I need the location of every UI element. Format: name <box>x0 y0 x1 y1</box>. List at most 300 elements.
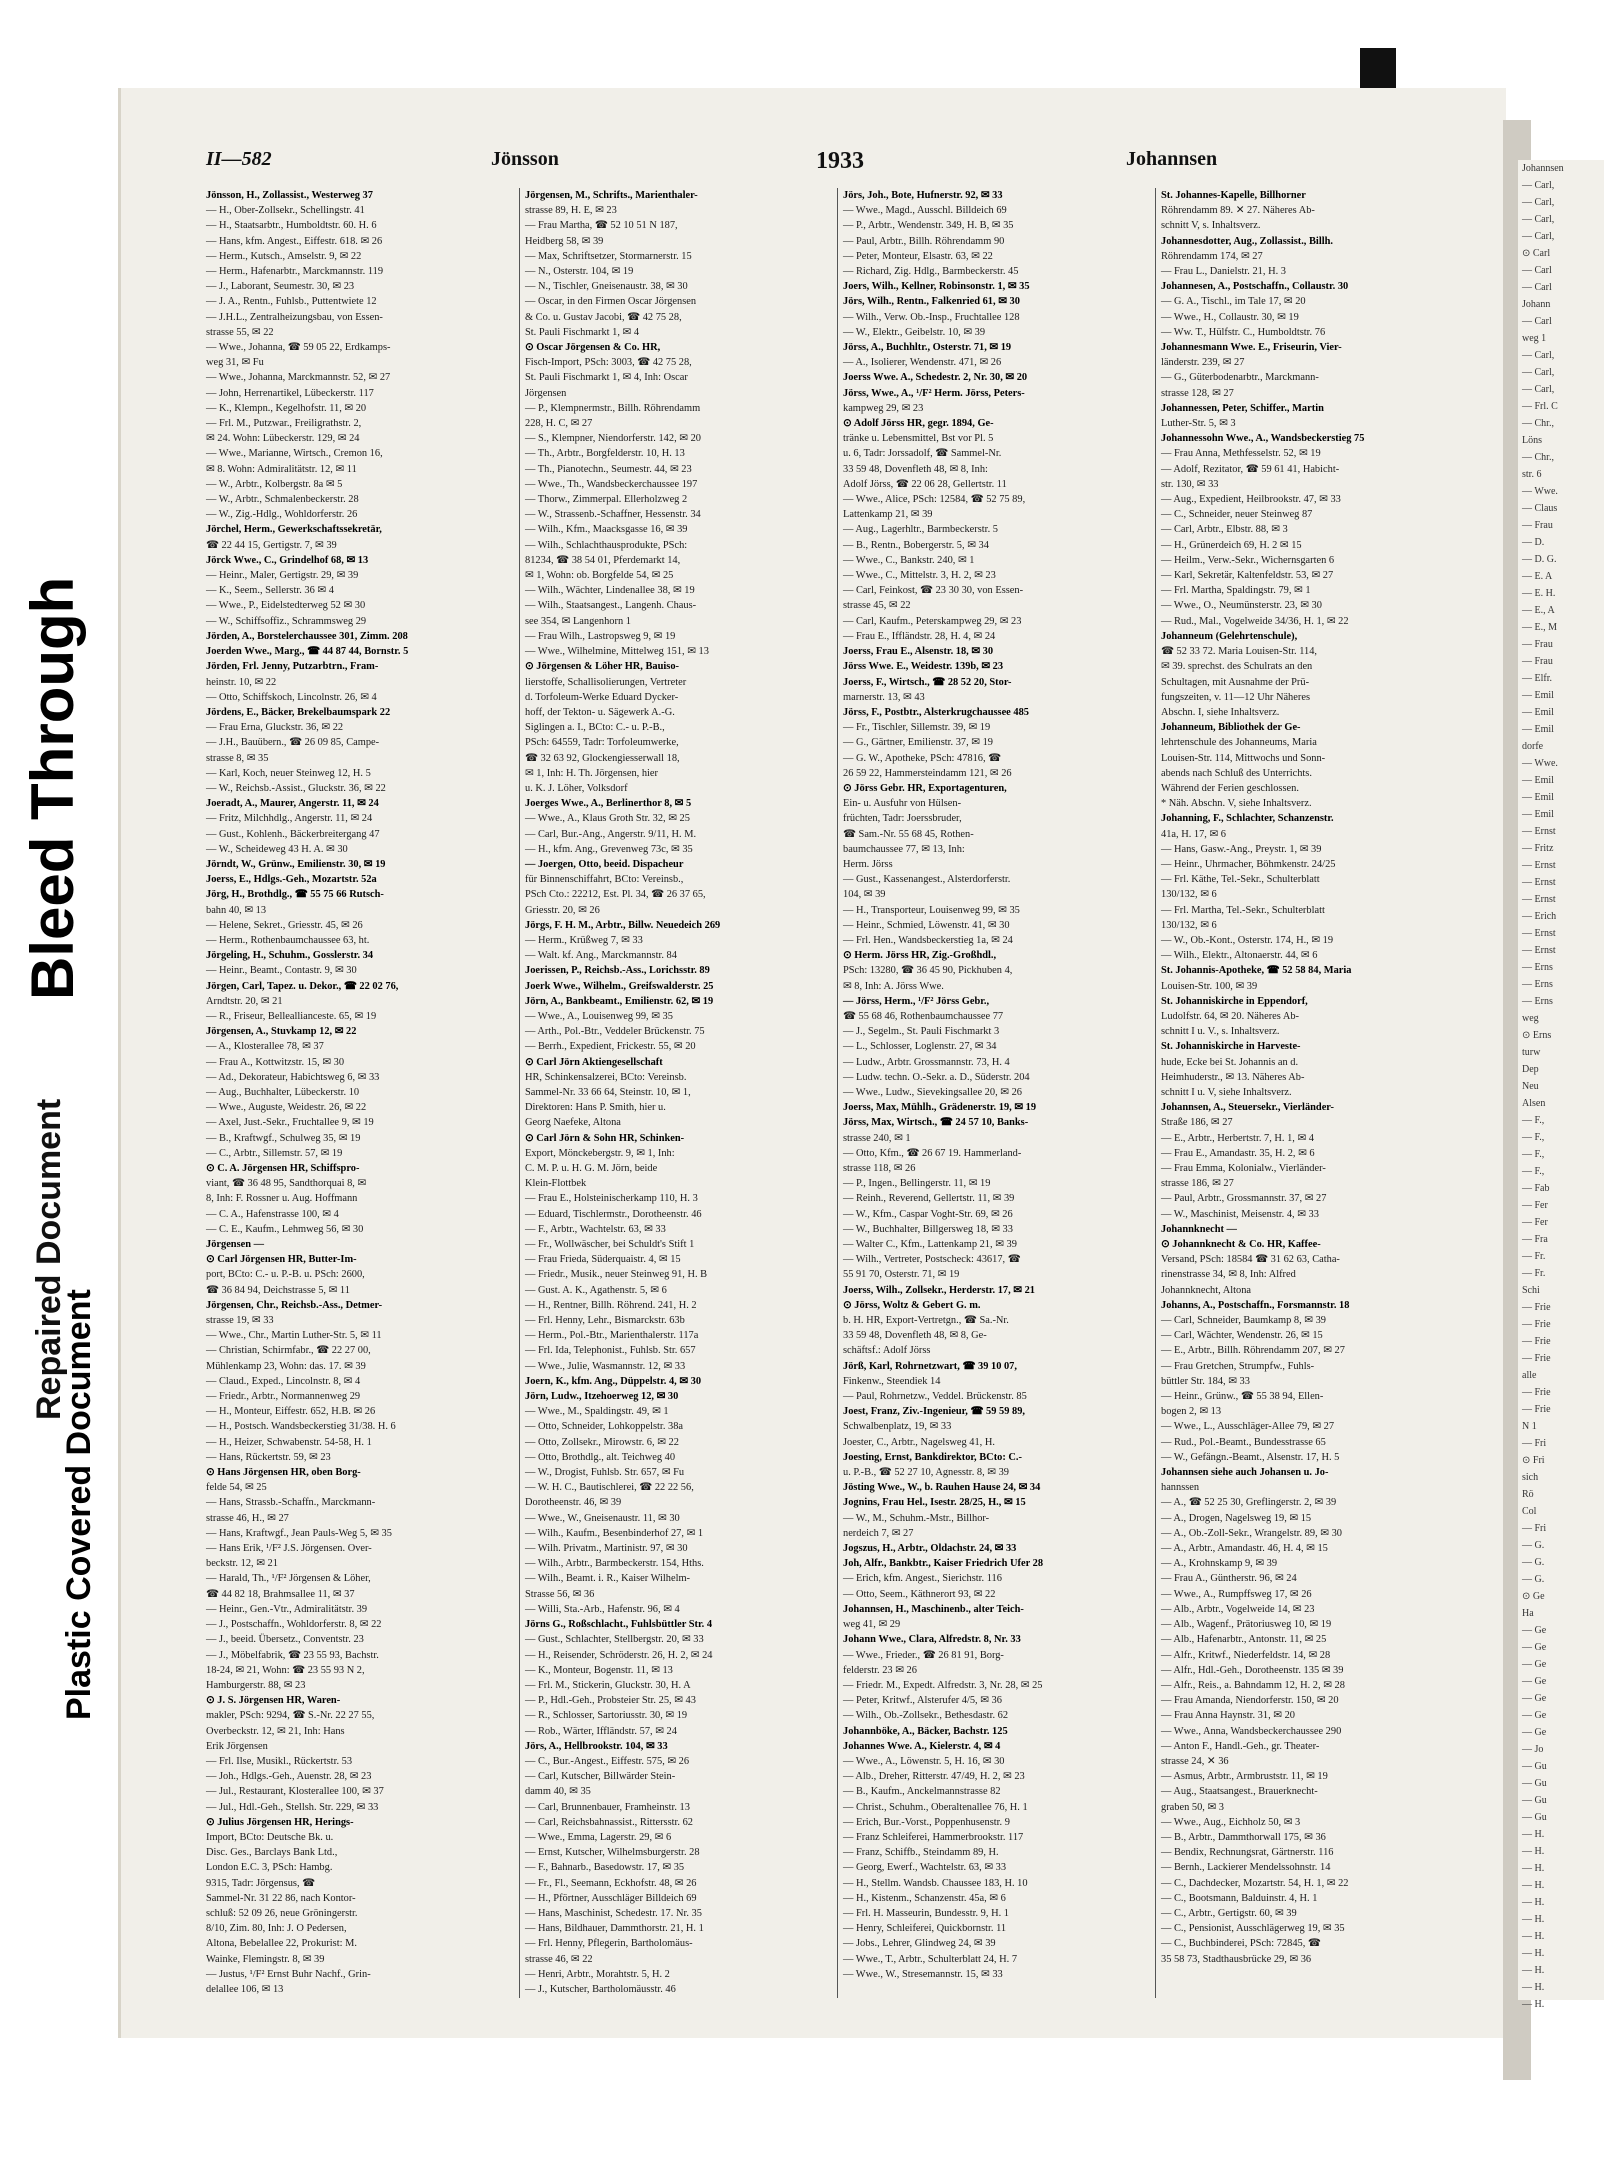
directory-entry: strasse 46, ✉ 22 <box>525 1953 593 1965</box>
directory-entry: — Frau Wilh., Lastropsweg 9, ✉ 19 <box>525 630 676 642</box>
directory-entry: — W., Buchhalter, Billgersweg 18, ✉ 33 <box>843 1223 1013 1235</box>
directory-entry: — Frl. Martha, Spaldingstr. 79, ✉ 1 <box>1161 585 1311 597</box>
directory-entry: Sammel-Nr. 33 66 64, Steinstr. 10, ✉ 1, <box>525 1086 691 1098</box>
directory-entry: Jösting Wwe., W., b. Rauhen Hause 24, ✉ 34 <box>843 1482 1041 1494</box>
directory-entry: — Walt. kf. Ang., Marckmannstr. 84 <box>525 950 677 962</box>
directory-entry: länderstr. 239, ✉ 27 <box>1161 357 1245 369</box>
directory-entry: — Arth., Pol.-Btr., Veddeler Brückenstr. 75 <box>525 1026 705 1038</box>
directory-entry: — Heinr., Maler, Gertigstr. 29, ✉ 39 <box>206 570 359 582</box>
directory-entry: — Otto, Schneider, Lohkoppelstr. 38a <box>525 1421 684 1433</box>
directory-entry: — Frl. Ida, Telephonist., Fuhlsb. Str. 657 <box>525 1345 696 1357</box>
facing-page-line: — Carl, <box>1522 197 1555 208</box>
directory-entry: ☎ Sam.-Nr. 55 68 45, Rothen- <box>843 828 974 840</box>
facing-page-line: — Ge <box>1522 1693 1547 1704</box>
directory-column-2 <box>525 188 825 1998</box>
facing-page-line: — Frau <box>1522 656 1553 667</box>
facing-page-line: — Ernst <box>1522 928 1556 939</box>
directory-entry: PSch Cto.: 22212, Est. Pl. 34, ☎ 26 37 65, <box>525 889 706 901</box>
directory-entry: — W. H. C., Bautischlerei, ☎ 22 22 56, <box>525 1482 694 1494</box>
facing-page-line: Schi <box>1522 1285 1540 1296</box>
directory-entry: — Erich, Bur.-Vorst., Poppenhusenstr. 9 <box>843 1816 1010 1828</box>
directory-entry: — K., Monteur, Bogenstr. 11, ✉ 13 <box>525 1664 673 1676</box>
directory-entry: Jognins, Frau Hel., Isestr. 28/25, H., ✉ 15 <box>843 1497 1026 1509</box>
directory-entry: — C., Arbtr., Sillemstr. 57, ✉ 19 <box>206 1147 343 1159</box>
directory-entry: Dorotheenstr. 46, ✉ 39 <box>525 1497 622 1509</box>
directory-entry: lierstoffe, Schallisolierungen, Vertreter <box>525 676 687 688</box>
facing-page-line: — H. <box>1522 1914 1545 1925</box>
directory-entry: Jörn, A., Bankbeamt., Emilienstr. 62, ✉ 19 <box>525 995 714 1007</box>
facing-page-line: — Elfr. <box>1522 673 1552 684</box>
directory-entry: — Paul, Arbtr., Grossmannstr. 37, ✉ 27 <box>1161 1193 1327 1205</box>
directory-entry: * Näh. Abschn. V, siehe Inhaltsverz. <box>1161 798 1312 810</box>
directory-entry: Jörss, A., Buchhltr., Osterstr. 71, ✉ 19 <box>843 342 1012 354</box>
directory-entry: — Hans, Gasw.-Ang., Preystr. 1, ✉ 39 <box>1161 843 1322 855</box>
directory-entry: ⊙ Johannknecht & Co. HR, Kaffee- <box>1161 1239 1321 1251</box>
plastic-covered-label: Plastic Covered Document <box>60 1289 98 1720</box>
directory-entry: — Ad., Dekorateur, Habichtsweg 6, ✉ 33 <box>206 1071 380 1083</box>
directory-entry: — K., Seem., Sellerstr. 36 ✉ 4 <box>206 585 334 597</box>
directory-entry: — Franz, Schiffb., Steindamm 89, H. <box>843 1847 999 1859</box>
directory-entry: — Peter, Kritwf., Alsterufer 4/5, ✉ 36 <box>843 1695 1002 1707</box>
directory-entry: St. Johannes-Kapelle, Billhorner <box>1161 190 1306 201</box>
facing-page-line: — H. <box>1522 1982 1545 1993</box>
directory-entry: schäftsf.: Adolf Jörss <box>843 1345 931 1357</box>
directory-entry: St. Pauli Fischmarkt 1, ✉ 4, Inh: Oscar <box>525 372 688 384</box>
directory-entry: Joesting, Ernst, Bankdirektor, BCto: C.- <box>843 1451 1022 1463</box>
directory-entry: Joest, Franz, Ziv.-Ingenieur, ☎ 59 59 89, <box>843 1406 1025 1418</box>
directory-entry: — G., Güterbodenarbtr., Marckmann- <box>1161 372 1319 384</box>
directory-entry: — Paul, Arbtr., Billh. Röhrendamm 90 <box>843 235 1005 247</box>
directory-entry: — J., Laborant, Seumestr. 30, ✉ 23 <box>206 281 355 293</box>
directory-entry: — W., Scheideweg 43 H. A. ✉ 30 <box>206 843 348 855</box>
directory-entry: 33 59 48, Dovenfleth 48, ✉ 8, Ge- <box>843 1330 987 1342</box>
facing-page-line: — E. A <box>1522 571 1553 582</box>
directory-entry: Jörn, Ludw., Itzehoerweg 12, ✉ 30 <box>525 1391 679 1403</box>
directory-entry: ⊙ C. A. Jörgensen HR, Schiffspro- <box>206 1163 360 1174</box>
facing-page-line: — Ge <box>1522 1625 1547 1636</box>
directory-entry: — C., Arbtr., Gertigstr. 60, ✉ 39 <box>1161 1907 1297 1919</box>
directory-entry: — H., Transporteur, Louisenweg 99, ✉ 35 <box>843 904 1020 916</box>
directory-entry: — Frl. Henny, Pflegerin, Bartholomäus- <box>525 1938 693 1950</box>
facing-page-line: — Ernst <box>1522 894 1556 905</box>
directory-entry: strasse 240, ✉ 1 <box>843 1132 911 1144</box>
directory-entry: ⊙ Carl Jörn & Sohn HR, Schinken- <box>525 1132 685 1144</box>
directory-entry: — Alb., Dreher, Ritterstr. 47/49, H. 2, ✉ 23 <box>843 1771 1025 1783</box>
directory-entry: — P., Arbtr., Wendenstr. 349, H. B, ✉ 35 <box>843 220 1014 232</box>
directory-entry: Herm. Jörss <box>843 858 893 870</box>
directory-entry: — Bernh., Lackierer Mendelssohnstr. 14 <box>1161 1862 1331 1874</box>
directory-entry: — Wwe., Anna, Wandsbeckerchaussee 290 <box>1161 1725 1342 1737</box>
directory-entry: — Frau Erna, Gluckstr. 36, ✉ 22 <box>206 722 344 734</box>
directory-entry: Jörß, Karl, Rohrnetzwart, ☎ 39 10 07, <box>843 1360 1017 1372</box>
directory-entry: — Rob., Wärter, Iffländstr. 57, ✉ 24 <box>525 1725 677 1737</box>
directory-entry: früchten, Tadr: Joerssbruder, <box>843 813 962 825</box>
directory-entry: — C. E., Kaufm., Lehmweg 56, ✉ 30 <box>206 1223 364 1235</box>
facing-page-line: ⊙ Fri <box>1522 1455 1545 1466</box>
directory-entry: — Frl. H. Masseurin, Bundesstr. 9, H. 1 <box>843 1907 1009 1919</box>
directory-entry: 104, ✉ 39 <box>843 889 886 901</box>
directory-column-4 <box>1161 188 1461 1998</box>
directory-entry: schnitt I u. V, siehe Inhaltsverz. <box>1161 1086 1292 1098</box>
directory-entry: ⊙ Hans Jörgensen HR, oben Borg- <box>206 1467 361 1479</box>
directory-entry: — Herm., Kutsch., Amselstr. 9, ✉ 22 <box>206 250 362 262</box>
directory-entry: schnitt I u. V., s. Inhaltsverz. <box>1161 1026 1280 1038</box>
directory-entry: Schultagen, mit Ausnahme der Prü- <box>1161 676 1310 688</box>
facing-page-line: — Carl <box>1522 316 1552 327</box>
directory-entry: Joerissen, P., Reichsb.-Ass., Lorichsstr. 89 <box>525 965 710 977</box>
directory-entry: — B., Kaufm., Anckelmannstrasse 82 <box>843 1786 1001 1798</box>
directory-entry: — W., Ob.-Kont., Osterstr. 174, H., ✉ 19 <box>1161 934 1334 946</box>
directory-entry: — Oscar, in den Firmen Oscar Jörgensen <box>525 296 697 308</box>
directory-entry: Jörns G., Roßschlacht., Fuhlsbüttler Str. 4 <box>525 1619 713 1631</box>
directory-entry: u. P.-B., ☎ 52 27 10, Agnesstr. 8, ✉ 39 <box>843 1467 1009 1479</box>
directory-entry: Jörndt, W., Grünw., Emilienstr. 30, ✉ 19 <box>206 858 386 870</box>
directory-entry: Fisch-Import, PSch: 3003, ☎ 42 75 28, <box>525 357 692 369</box>
directory-entry: strasse 186, ✉ 27 <box>1161 1178 1234 1190</box>
facing-page-line: str. 6 <box>1522 469 1542 480</box>
directory-entry: Johannesdotter, Aug., Zollassist., Billh. <box>1161 235 1333 247</box>
directory-entry: — A., Isolierer, Wendenstr. 471, ✉ 26 <box>843 357 1002 369</box>
facing-page-line: — F., <box>1522 1166 1545 1177</box>
directory-entry: — Wilh., Kfm., Maacksgasse 16, ✉ 39 <box>525 524 688 536</box>
directory-entry: — Wwe., W., Stresemannstr. 15, ✉ 33 <box>843 1968 1003 1980</box>
directory-entry: — Heinr., Beamt., Contastr. 9, ✉ 30 <box>206 965 357 977</box>
directory-entry: — J., Segelm., St. Pauli Fischmarkt 3 <box>843 1026 1000 1038</box>
directory-entry: — Wwe., Alice, PSch: 12584, ☎ 52 75 89, <box>843 494 1026 506</box>
facing-page-line: Dep <box>1522 1064 1539 1075</box>
directory-entry: schluß: 52 09 26, neue Gröningerstr. <box>206 1907 358 1919</box>
facing-page-line: — Fri <box>1522 1438 1547 1449</box>
directory-entry: ⊙ J. S. Jörgensen HR, Waren- <box>206 1695 341 1707</box>
directory-column-1 <box>206 188 506 1998</box>
directory-entry: — Gust. A. K., Agathenstr. 5, ✉ 6 <box>525 1284 667 1296</box>
facing-page-line: — Chr., <box>1522 452 1554 463</box>
directory-entry: Johannsen, H., Maschinenb., alter Teich- <box>843 1603 1024 1615</box>
directory-entry: — B., Arbtr., Dammthorwall 175, ✉ 36 <box>1161 1831 1326 1843</box>
directory-entry: — Alb., Hafenarbtr., Antonstr. 11, ✉ 25 <box>1161 1634 1327 1646</box>
directory-entry: — Fr., Wollwäscher, bei Schuldt's Stift 1 <box>525 1239 695 1251</box>
directory-entry: — Carl, Arbtr., Elbstr. 88, ✉ 3 <box>1161 524 1288 536</box>
facing-page-line: — D. G. <box>1522 554 1557 565</box>
directory-entry: Abschn. I, siehe Inhaltsverz. <box>1161 706 1280 718</box>
directory-entry: — A., Arbtr., Amandastr. 46, H. 4, ✉ 15 <box>1161 1543 1328 1555</box>
directory-entry: — A., Ob.-Zoll-Sekr., Wrangelstr. 89, ✉ 30 <box>1161 1527 1342 1539</box>
facing-page-line: ⊙ Erns <box>1522 1030 1552 1041</box>
facing-page-line: — Gu <box>1522 1795 1547 1806</box>
directory-entry: ⊙ Carl Jörn Aktiengesellschaft <box>525 1056 663 1068</box>
directory-entry: ✉ 8, Inh: A. Jörss Wwe. <box>843 980 944 992</box>
directory-entry: strasse 55, ✉ 22 <box>206 326 274 338</box>
directory-entry: strasse 45, ✉ 22 <box>843 600 911 612</box>
directory-entry: — Wwe., Julie, Wasmannstr. 12, ✉ 33 <box>525 1360 686 1372</box>
directory-entry: — Otto, Kfm., ☎ 26 67 19. Hammerland- <box>843 1147 1022 1159</box>
directory-entry: — Berrh., Expedient, Frickestr. 55, ✉ 20 <box>525 1041 696 1053</box>
directory-entry: felde 54, ✉ 25 <box>206 1482 267 1494</box>
directory-entry: Johanns, A., Postschaffn., Forsmannstr. 18 <box>1161 1299 1350 1311</box>
facing-page-line: — Ernst <box>1522 860 1556 871</box>
facing-page-line: Johann <box>1522 299 1551 310</box>
directory-entry: — Frl. Ilse, Musikl., Rückertstr. 53 <box>206 1755 353 1767</box>
directory-entry: — Fr., Tischler, Sillemstr. 39, ✉ 19 <box>843 722 991 734</box>
directory-entry: — Wwe., A., Louisenweg 99, ✉ 35 <box>525 1010 673 1022</box>
facing-page-line: — Carl <box>1522 265 1552 276</box>
facing-page-line: — Gu <box>1522 1778 1547 1789</box>
directory-entry: ✉ 8. Wohn: Admiralitätstr. 12, ✉ 11 <box>206 463 357 475</box>
directory-entry: — Karl, Koch, neuer Steinweg 12, H. 5 <box>206 767 371 779</box>
facing-page-line: — Carl <box>1522 282 1552 293</box>
directory-entry: — Aug., Lagerhltr., Barmbeckerstr. 5 <box>843 524 998 536</box>
directory-entry: — Frl. Hen., Wandsbeckerstieg 1a, ✉ 24 <box>843 934 1013 946</box>
directory-entry: ⊙ Oscar Jörgensen & Co. HR, <box>525 342 661 354</box>
facing-page-line: — F., <box>1522 1132 1545 1143</box>
directory-entry: — Wwe., L., Ausschläger-Allee 79, ✉ 27 <box>1161 1421 1335 1433</box>
directory-entry: 8, Inh: F. Rossner u. Aug. Hoffmann <box>206 1193 358 1205</box>
directory-entry: Johannessohn Wwe., A., Wandsbeckerstieg 75 <box>1161 433 1365 445</box>
directory-entry: heinstr. 10, ✉ 22 <box>206 676 277 688</box>
directory-entry: — Hans, Bildhauer, Dammthorstr. 21, H. 1 <box>525 1923 704 1935</box>
directory-entry: — Wilh., Vertreter, Postscheck: 43617, ☎ <box>843 1254 1021 1266</box>
directory-entry: weg 41, ✉ 29 <box>843 1619 901 1631</box>
facing-page-line: — Erns <box>1522 979 1553 990</box>
directory-entry: — Jul., Restaurant, Klosterallee 100, ✉ 37 <box>206 1786 384 1798</box>
directory-entry: — H., Staatsarbtr., Humboldtstr. 60. H. 6 <box>206 220 377 232</box>
directory-entry: — Wwe., Ludw., Sievekingsallee 20, ✉ 26 <box>843 1086 1022 1098</box>
directory-entry: Siglingen a. I., BCto: C.- u. P.-B., <box>525 722 665 734</box>
directory-entry: Johanneum (Gelehrtenschule), <box>1161 630 1298 642</box>
facing-page-fragment <box>1518 160 1604 2010</box>
directory-entry: — Gust., Schlachter, Stellbergstr. 20, ✉ 33 <box>525 1634 704 1646</box>
directory-entry: — Fr., Fl., Seemann, Eckhofstr. 48, ✉ 26 <box>525 1877 697 1889</box>
directory-entry: ⊙ Herm. Jörss HR, Zig.-Großhdl., <box>843 950 997 962</box>
directory-page <box>118 88 1506 2038</box>
directory-entry: — Friedr. M., Expedt. Alfredstr. 3, Nr. 28, ✉ 25 <box>843 1679 1043 1691</box>
directory-entry: Adolf Jörss, ☎ 22 06 28, Gellertstr. 11 <box>843 478 1007 490</box>
directory-entry: Sammel-Nr. 31 22 86, nach Kontor- <box>206 1892 356 1904</box>
directory-entry: — G. A., Tischl., im Tale 17, ✉ 20 <box>1161 296 1306 308</box>
directory-entry: Wainke, Flemingstr. 8, ✉ 39 <box>206 1953 325 1965</box>
directory-entry: — W., Gefängn.-Beamt., Alsenstr. 17, H. 5 <box>1161 1451 1340 1463</box>
facing-page-line: — H. <box>1522 1999 1545 2010</box>
directory-entry: — N., Tischler, Gneisenaustr. 38, ✉ 30 <box>525 281 688 293</box>
directory-entry: — Axel, Just.-Sekr., Fruchtallee 9, ✉ 19 <box>206 1117 374 1129</box>
directory-entry: — Carl, Brunnenbauer, Framheinstr. 13 <box>525 1801 690 1813</box>
directory-entry: — Claud., Exped., Lincolnstr. 8, ✉ 4 <box>206 1375 361 1387</box>
directory-entry: — Wwe., Johanna, Marckmannstr. 52, ✉ 27 <box>206 372 391 384</box>
directory-entry: — Carl, Reichsbahnassist., Rittersstr. 62 <box>525 1816 693 1828</box>
directory-entry: Disc. Ges., Barclays Bank Ltd., <box>206 1847 338 1859</box>
directory-entry: — Wilh., Staatsangest., Langenh. Chaus- <box>525 600 697 612</box>
facing-page-line: — Emil <box>1522 724 1554 735</box>
directory-entry: — Aug., Expedient, Heilbrookstr. 47, ✉ 33 <box>1161 494 1341 506</box>
directory-entry: — Wwe., C., Bankstr. 240, ✉ 1 <box>843 554 975 566</box>
directory-entry: — Heinr., Gen.-Vtr., Admiralitätstr. 39 <box>206 1603 368 1615</box>
directory-entry: — F., Arbtr., Wachtelstr. 63, ✉ 33 <box>525 1223 666 1235</box>
facing-page-line: — Ernst <box>1522 877 1556 888</box>
directory-entry: Joeradt, A., Maurer, Angerstr. 11, ✉ 24 <box>206 798 379 810</box>
directory-entry: — Friedr., Arbtr., Normannenweg 29 <box>206 1391 361 1403</box>
facing-page-line: — Gu <box>1522 1812 1547 1823</box>
directory-entry: — Joh., Hdlgs.-Geh., Auenstr. 28, ✉ 23 <box>206 1771 372 1783</box>
directory-entry: — Frau E., Holsteinischerkamp 110, H. 3 <box>525 1193 698 1205</box>
directory-entry: — Hans, kfm. Angest., Eiffestr. 618. ✉ 26 <box>206 235 383 247</box>
directory-entry: — Wilh., Beamt. i. R., Kaiser Wilhelm- <box>525 1573 691 1585</box>
column-divider <box>519 188 520 1998</box>
directory-entry: strasse 89, H. E, ✉ 23 <box>525 205 617 217</box>
facing-page-line: — Emil <box>1522 809 1554 820</box>
last-entry-word: Johannsen <box>1126 148 1218 170</box>
directory-entry: — H., Kistenm., Schanzenstr. 45a, ✉ 6 <box>843 1892 1006 1904</box>
directory-entry: Jörgensen <box>525 387 567 399</box>
directory-entry: — Frl. M., Stickerin, Gluckstr. 30, H. A <box>525 1679 691 1691</box>
directory-entry: Heidberg 58, ✉ 39 <box>525 235 604 247</box>
directory-entry: — Frau E., Amandastr. 35, H. 2, ✉ 6 <box>1161 1147 1315 1159</box>
directory-entry: — Carl, Wächter, Wendenstr. 26, ✉ 15 <box>1161 1330 1323 1342</box>
directory-entry: — Wwe., H., Collaustr. 30, ✉ 19 <box>1161 311 1299 323</box>
facing-page-line: — Emil <box>1522 775 1554 786</box>
facing-page-line: — Ernst <box>1522 945 1556 956</box>
directory-entry: — Alb., Wagenf., Prätoriusweg 10, ✉ 19 <box>1161 1619 1332 1631</box>
directory-entry: Jörg, H., Brothdlg., ☎ 55 75 66 Rutsch- <box>206 889 384 901</box>
directory-entry: — Otto, Zollsekr., Mirowstr. 6, ✉ 22 <box>525 1436 679 1448</box>
facing-page-line: sich <box>1522 1472 1539 1483</box>
directory-entry: — C., Pensionist, Ausschlägerweg 19, ✉ 35 <box>1161 1923 1345 1935</box>
directory-entry: Versand, PSch: 18584 ☎ 31 62 63, Catha- <box>1161 1254 1340 1266</box>
facing-page-line: — H. <box>1522 1965 1545 1976</box>
facing-page-line: — Fer <box>1522 1217 1548 1228</box>
directory-entry: — W., Drogist, Fuhlsb. Str. 657, ✉ Fu <box>525 1467 685 1479</box>
facing-page-line: — Frau <box>1522 520 1553 531</box>
directory-entry: — Herm., Rothenbaumchaussee 63, ht. <box>206 934 370 946</box>
directory-entry: — Hans Erik, ¹/F² J.S. Jörgensen. Over- <box>206 1543 372 1555</box>
directory-entry: hannssen <box>1161 1482 1200 1494</box>
directory-entry: Direktoren: Hans P. Smith, hier u. <box>525 1102 666 1114</box>
directory-entry: — Gust., Kassenangest., Alsterdorferstr. <box>843 874 1011 886</box>
facing-page-line: — Fer <box>1522 1200 1548 1211</box>
facing-page-line: — Carl, <box>1522 180 1555 191</box>
directory-entry: — S., Klempner, Niendorferstr. 142, ✉ 20 <box>525 433 701 445</box>
directory-entry: Louisen-Str. 100, ✉ 39 <box>1161 980 1258 992</box>
directory-entry: — Wilh., Elektr., Altonaerstr. 44, ✉ 6 <box>1161 950 1318 962</box>
facing-page-line: Johannsen <box>1522 163 1564 174</box>
directory-entry: — J. A., Rentn., Fuhlsb., Puttentwiete 12 <box>206 296 377 308</box>
directory-entry: — Ww. T., Hülfstr. C., Humboldtstr. 76 <box>1161 326 1326 338</box>
directory-entry: — Asmus, Arbtr., Armbruststr. 11, ✉ 19 <box>1161 1771 1328 1783</box>
directory-entry: — G., Gärtner, Emilienstr. 37, ✉ 19 <box>843 737 993 749</box>
directory-entry: — H., Grünerdeich 69, H. 2 ✉ 15 <box>1161 539 1302 551</box>
directory-entry: — Frau Anna Haynstr. 31, ✉ 20 <box>1161 1710 1295 1722</box>
directory-entry: kampweg 29, ✉ 23 <box>843 402 924 414</box>
directory-entry: Jörgen, Carl, Tapez. u. Dekor., ☎ 22 02 76, <box>206 980 399 992</box>
facing-page-line: — H. <box>1522 1931 1545 1942</box>
directory-entry: Altona, Bebelallee 22, Prokurist: M. <box>206 1938 357 1950</box>
directory-entry: — Reinh., Reverend, Gellertstr. 11, ✉ 39 <box>843 1193 1015 1205</box>
facing-page-line: — H. <box>1522 1829 1545 1840</box>
directory-entry: — Thorw., Zimmerpal. Ellerholzweg 2 <box>525 494 688 506</box>
page-folio: II—582 <box>206 148 272 170</box>
directory-entry: 130/132, ✉ 6 <box>1161 919 1217 931</box>
directory-entry: Luther-Str. 5, ✉ 3 <box>1161 418 1236 430</box>
facing-page-line: — Carl, <box>1522 231 1555 242</box>
directory-entry: Import, BCto: Deutsche Bk. u. <box>206 1831 334 1843</box>
directory-entry: — Hans, Rückertstr. 59, ✉ 23 <box>206 1451 331 1463</box>
directory-entry: Johann Wwe., Clara, Alfredstr. 8, Nr. 33 <box>843 1634 1021 1646</box>
directory-entry: Schwalbenplatz, 19, ✉ 33 <box>843 1421 952 1433</box>
facing-page-line: alle <box>1522 1370 1537 1381</box>
directory-entry: — Peter, Monteur, Elsastr. 63, ✉ 22 <box>843 250 993 262</box>
directory-entry: — H., Monteur, Eiffestr. 652, H.B. ✉ 26 <box>206 1406 376 1418</box>
facing-page-line: — Ge <box>1522 1676 1547 1687</box>
directory-entry: St. Johannis-Apotheke, ☎ 52 58 84, Maria <box>1161 965 1352 977</box>
directory-entry: Jörss, Wwe., A., ¹/F² Herm. Jörss, Peters- <box>843 387 1025 399</box>
directory-entry: — H., Stellm. Wandsb. Chaussee 183, H. 10 <box>843 1877 1028 1889</box>
directory-entry: & Co. u. Gustav Jacobi, ☎ 42 75 28, <box>525 311 682 323</box>
directory-entry: rinenstrasse 34, ✉ 8, Inh: Alfred <box>1161 1269 1296 1281</box>
directory-entry: 55 91 70, Osterstr. 71, ✉ 19 <box>843 1269 960 1281</box>
directory-entry: — Frl. M., Putzwar., Freiligrathstr. 2, <box>206 418 362 430</box>
directory-entry: Jörss Wwe. E., Weidestr. 139b, ✉ 23 <box>843 661 1004 673</box>
directory-entry: — Frl. Henny, Lehr., Bismarckstr. 63b <box>525 1315 685 1327</box>
directory-entry: — Jörss, Herm., ¹/F² Jörss Gebr., <box>843 995 990 1007</box>
directory-entry: — Erich, kfm. Angest., Sierichstr. 116 <box>843 1573 1002 1585</box>
directory-entry: — Wwe., Magd., Ausschl. Billdeich 69 <box>843 205 1007 217</box>
directory-entry: schnitt V, s. Inhaltsverz. <box>1161 220 1261 232</box>
bleed-through-label: Bleed Through <box>19 576 86 1000</box>
directory-entry: büttler Str. 184, ✉ 33 <box>1161 1375 1250 1387</box>
directory-entry: Joerss, Wilh., Zollsekr., Herderstr. 17, ✉ 21 <box>843 1284 1035 1296</box>
directory-entry: lehrtenschule des Johanneums, Maria <box>1161 737 1317 749</box>
directory-entry: — H., Ober-Zollsekr., Schellingstr. 41 <box>206 205 365 217</box>
directory-entry: baumchaussee 77, ✉ 13, Inh: <box>843 843 965 855</box>
directory-entry: — Hans, Kraftwgf., Jean Pauls-Weg 5, ✉ 35 <box>206 1527 392 1539</box>
facing-page-line: — Emil <box>1522 707 1554 718</box>
directory-entry: PSch: 13280, ☎ 36 45 90, Pickhuben 4, <box>843 965 1013 977</box>
directory-entry: — Th., Arbtr., Borgfelderstr. 10, H. 13 <box>525 448 685 460</box>
directory-entry: — Walter C., Kfm., Lattenkamp 21, ✉ 39 <box>843 1239 1017 1251</box>
directory-entry: ☎ 44 82 18, Brahmsallee 11, ✉ 37 <box>206 1588 355 1600</box>
directory-entry: Joerss Wwe. A., Schedestr. 2, Nr. 30, ✉ 20 <box>843 372 1028 384</box>
facing-page-line: — Erns <box>1522 962 1553 973</box>
directory-entry: — C. A., Hafenstrasse 100, ✉ 4 <box>206 1208 339 1220</box>
directory-entry: Johannessen, Peter, Schiffer., Martin <box>1161 402 1324 414</box>
directory-entry: Straße 186, ✉ 27 <box>1161 1117 1233 1129</box>
directory-entry: ☎ 36 84 94, Deichstrasse 5, ✉ 11 <box>206 1284 350 1296</box>
directory-entry: — J.H.L., Zentralheizungsbau, von Essen- <box>206 311 383 323</box>
directory-entry: Joerss, E., Hdlgs.-Geh., Mozartstr. 52a <box>206 874 377 886</box>
directory-entry: — Karl, Sekretär, Kaltenfeldstr. 53, ✉ 27 <box>1161 570 1334 582</box>
facing-page-line: — Carl, <box>1522 214 1555 225</box>
directory-entry: — Gust., Kohlenh., Bäckerbreitergang 47 <box>206 828 380 840</box>
directory-entry: — Otto, Seem., Käthnerort 93, ✉ 22 <box>843 1588 996 1600</box>
facing-page-line: — D. <box>1522 537 1545 548</box>
directory-entry: strasse 19, ✉ 33 <box>206 1315 274 1327</box>
directory-entry: — Wilh., Ob.-Zollsekr., Bethesdastr. 62 <box>843 1710 1009 1722</box>
directory-entry: Georg Naefeke, Altona <box>525 1117 621 1129</box>
facing-page-line: — Carl, <box>1522 350 1555 361</box>
directory-entry: — N., Osterstr. 104, ✉ 19 <box>525 266 634 278</box>
directory-entry: — P., Klempnermstr., Billh. Röhrendamm <box>525 402 701 414</box>
directory-entry: Ludolfstr. 64, ✉ 20. Näheres Ab- <box>1161 1010 1299 1022</box>
directory-entry: Jönsson, H., Zollassist., Westerweg 37 <box>206 190 373 201</box>
directory-entry: — Otto, Schiffskoch, Lincolnstr. 26, ✉ 4 <box>206 691 377 703</box>
directory-entry: Heimhuderstr., ✉ 13. Näheres Ab- <box>1161 1071 1305 1083</box>
page-year: 1933 <box>816 148 864 174</box>
directory-entry: — H., Pförtner, Ausschläger Billdeich 69 <box>525 1892 697 1904</box>
first-entry-word: Jönsson <box>491 148 559 170</box>
directory-entry: — Wwe., Th., Wandsbeckerchaussee 197 <box>525 478 698 490</box>
directory-entry: bahn 40, ✉ 13 <box>206 904 267 916</box>
directory-entry: — Rud., Mal., Vogelweide 34/36, H. 1, ✉ 22 <box>1161 615 1349 627</box>
directory-entry: — Wilh., Arbtr., Barmbeckerstr. 154, Hths. <box>525 1558 704 1570</box>
